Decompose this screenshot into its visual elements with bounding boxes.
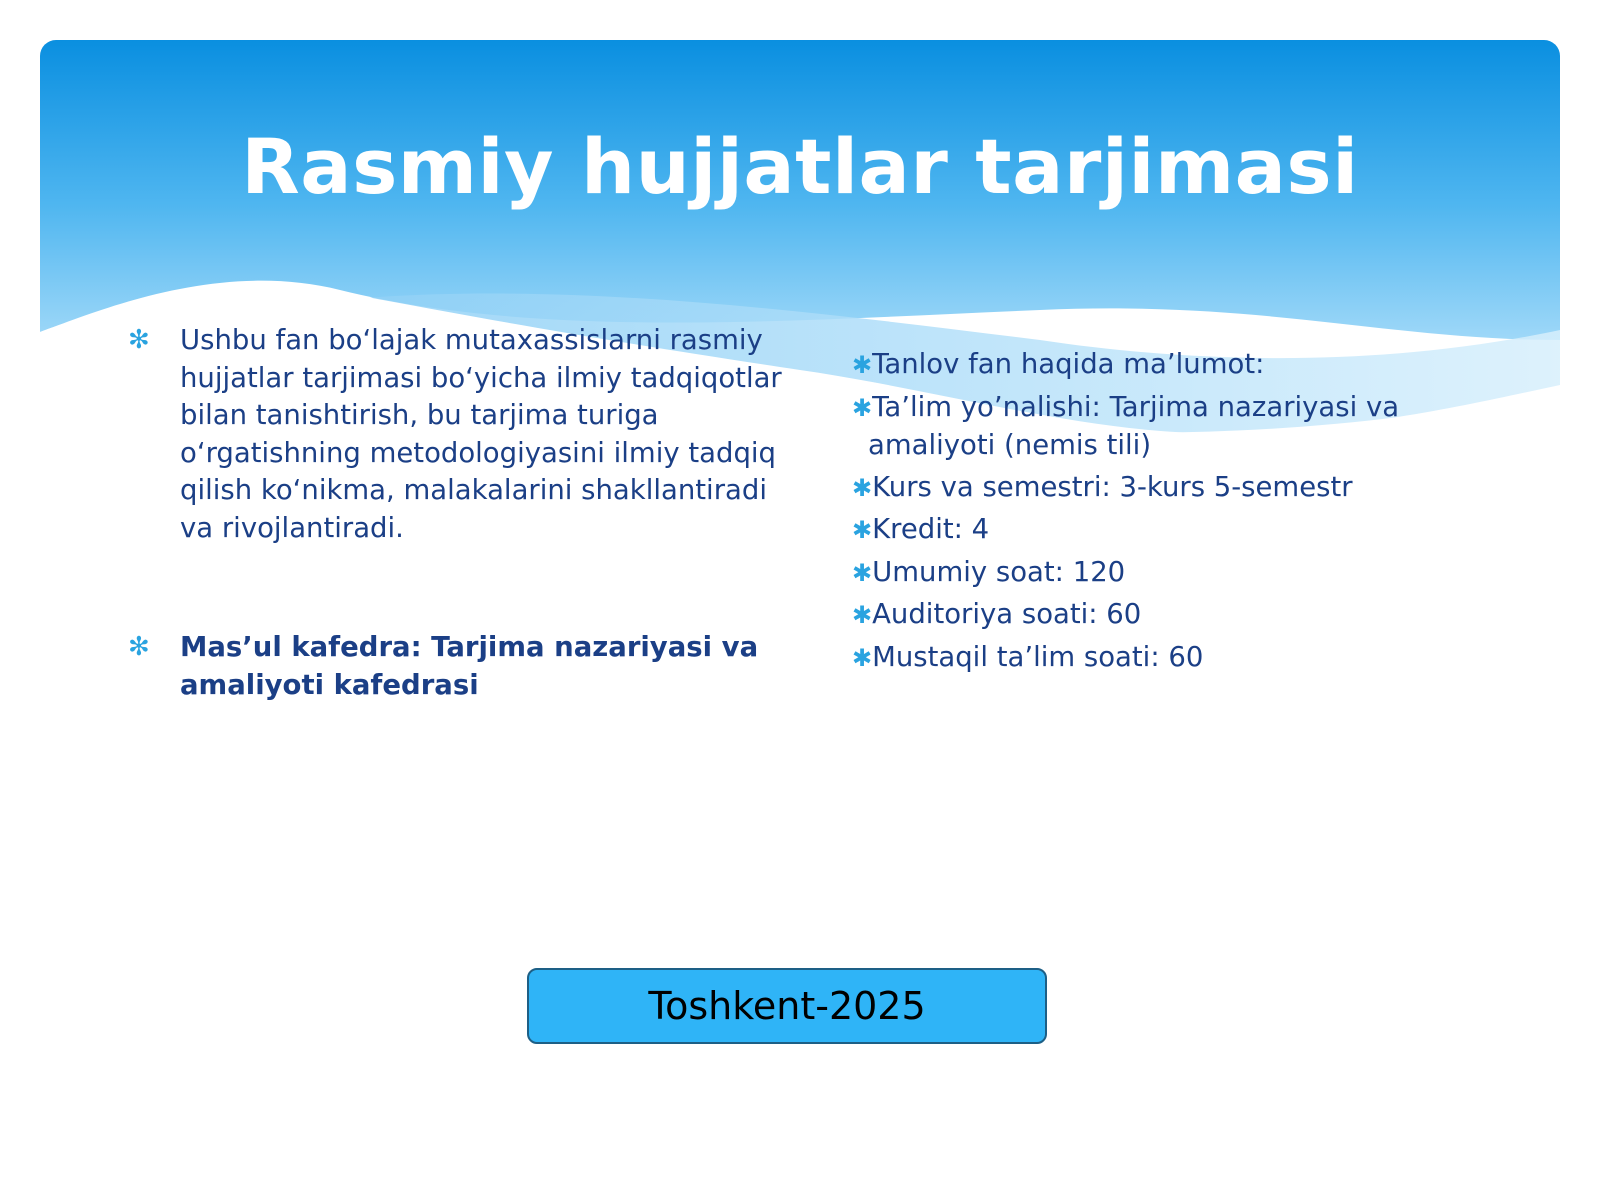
department-item — [126, 629, 786, 704]
asterisk-icon: ✱ — [852, 558, 873, 587]
asterisk-icon: ✻ — [128, 325, 150, 355]
asterisk-icon: ✻ — [128, 632, 150, 662]
info-item-text: Umumiy soat: 120 — [872, 555, 1126, 588]
info-item-text: Ta’lim yo’nalishi: Tarjima nazariyasi va — [872, 390, 1400, 423]
info-item-text: Kurs va semestri: 3-kurs 5-semestr — [872, 470, 1353, 503]
description-item — [126, 322, 786, 547]
department-text: Mas’ul kafedra: Tarjima nazariyasi va amaliyoti kafedrasi — [180, 631, 759, 701]
asterisk-icon: ✱ — [852, 601, 873, 629]
right-column — [852, 346, 1512, 681]
info-item — [852, 346, 1512, 385]
asterisk-icon: ✱ — [852, 643, 873, 672]
asterisk-icon: ✱ — [852, 473, 873, 502]
info-item-text: Kredit: 4 — [872, 513, 990, 545]
asterisk-icon: ✱ — [852, 393, 873, 422]
footer-label: Toshkent-2025 — [648, 984, 926, 1028]
info-item — [852, 596, 1512, 635]
info-item — [852, 639, 1512, 678]
info-item — [852, 554, 1512, 593]
left-column — [126, 322, 786, 704]
info-item-text: Auditoriya soati: 60 — [872, 598, 1142, 630]
info-item-text: Tanlov fan haqida ma’lumot: — [872, 348, 1265, 380]
info-item-continuation: amaliyoti (nemis tili) — [868, 429, 1152, 461]
asterisk-icon: ✱ — [852, 351, 873, 379]
description-text: Ushbu fan bo‘lajak mutaxassislarni rasmiy hujjatlar tarjimasi bo‘yicha ilmiy tadqiqotlar bilan tanishtirish, bu tarjima turiga o‘rgatishning metodologiyasini ilmiy tadqiq qilish ko‘nikma, malakalarini shakllantiradi va rivojlantiradi. — [180, 324, 782, 544]
footer-location-box — [527, 968, 1047, 1044]
info-item — [852, 389, 1512, 465]
info-item — [852, 511, 1512, 550]
info-item — [852, 469, 1512, 508]
asterisk-icon: ✱ — [852, 516, 873, 544]
slide-title: Rasmiy hujjatlar tarjimasi — [241, 122, 1359, 211]
info-item-text: Mustaqil ta’lim soati: 60 — [872, 640, 1204, 673]
